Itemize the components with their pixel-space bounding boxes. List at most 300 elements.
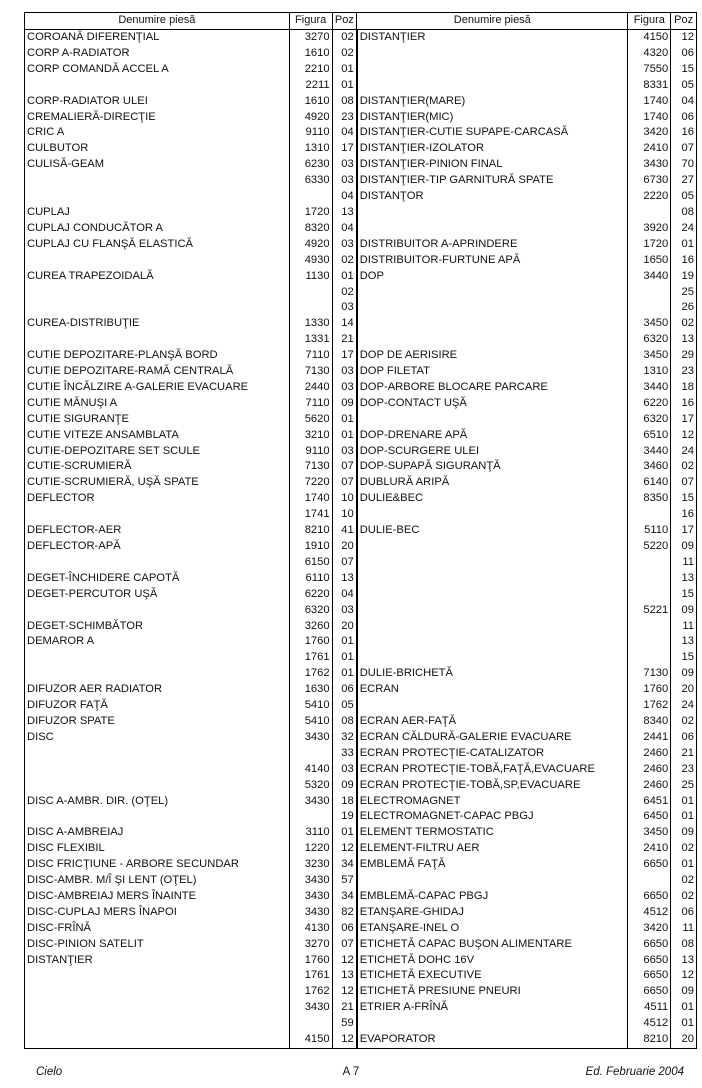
- figura-left: 3110: [289, 825, 332, 841]
- table-row: [25, 746, 697, 762]
- part-name-left: CUTIE VITEZE ANSAMBLATA: [25, 428, 290, 444]
- figura-right: 6320: [628, 332, 671, 348]
- part-name-left: [25, 189, 290, 205]
- part-name-left: [25, 650, 290, 666]
- table-row: [25, 221, 697, 237]
- poz-right: 11: [671, 619, 697, 635]
- part-name-right: [357, 221, 628, 237]
- poz-left: 12: [332, 1032, 357, 1048]
- part-name-right: DISTANŢIER(MARE): [357, 94, 628, 110]
- table-row: [25, 619, 697, 635]
- part-name-left: CULBUTOR: [25, 141, 290, 157]
- figura-left: 1741: [289, 507, 332, 523]
- poz-right: 16: [671, 253, 697, 269]
- part-name-right: [357, 873, 628, 889]
- part-name-right: ETICHETĂ DOHC 16V: [357, 953, 628, 969]
- table-row: [25, 730, 697, 746]
- poz-left: 02: [332, 30, 357, 46]
- part-name-right: DOP-SCURGERE ULEI: [357, 444, 628, 460]
- part-name-left: [25, 555, 290, 571]
- poz-left: 09: [332, 778, 357, 794]
- figura-right: 2460: [628, 746, 671, 762]
- figura-right: 5110: [628, 523, 671, 539]
- poz-right: 04: [671, 94, 697, 110]
- part-name-right: [357, 555, 628, 571]
- poz-left: 21: [332, 1000, 357, 1016]
- part-name-left: CUTIE DEPOZITARE-PLANŞĂ BORD: [25, 348, 290, 364]
- table-row: [25, 380, 697, 396]
- part-name-left: DISC A-AMBR. DIR. (OŢEL): [25, 794, 290, 810]
- table-row: [25, 841, 697, 857]
- part-name-right: [357, 634, 628, 650]
- poz-left: 13: [332, 571, 357, 587]
- poz-right: 01: [671, 809, 697, 825]
- figura-right: 2441: [628, 730, 671, 746]
- part-name-left: CUPLAJ CU FLANŞĂ ELASTICĂ: [25, 237, 290, 253]
- part-name-right: ETANŞARE-GHIDAJ: [357, 905, 628, 921]
- figura-right: [628, 873, 671, 889]
- part-name-left: DISC-FRÎNĂ: [25, 921, 290, 937]
- table-header: [25, 13, 697, 30]
- part-name-left: DEFLECTOR-APĂ: [25, 539, 290, 555]
- table-row: [25, 1032, 697, 1048]
- part-name-left: [25, 984, 290, 1000]
- table-row: [25, 125, 697, 141]
- part-name-left: CORP-RADIATOR ULEI: [25, 94, 290, 110]
- part-name-left: DEGET-PERCUTOR UŞĂ: [25, 587, 290, 603]
- part-name-left: CUTIE ÎNCĂLZIRE A-GALERIE EVACUARE: [25, 380, 290, 396]
- table-row: [25, 809, 697, 825]
- figura-left: 7110: [289, 348, 332, 364]
- poz-left: 09: [332, 396, 357, 412]
- table-row: [25, 364, 697, 380]
- poz-right: 02: [671, 873, 697, 889]
- figura-left: 6330: [289, 173, 332, 189]
- table-row: [25, 348, 697, 364]
- part-name-left: [25, 1032, 290, 1048]
- figura-left: 1720: [289, 205, 332, 221]
- figura-left: 2210: [289, 62, 332, 78]
- figura-right: 6320: [628, 412, 671, 428]
- part-name-left: CUREA TRAPEZOIDALĂ: [25, 269, 290, 285]
- poz-right: 18: [671, 380, 697, 396]
- table-row: [25, 300, 697, 316]
- figura-left: [289, 1016, 332, 1032]
- figura-right: 8340: [628, 714, 671, 730]
- table-row: [25, 237, 697, 253]
- table-row: [25, 30, 697, 46]
- figura-left: 1762: [289, 984, 332, 1000]
- figura-right: 3450: [628, 316, 671, 332]
- figura-right: [628, 285, 671, 301]
- figura-right: 3920: [628, 221, 671, 237]
- part-name-right: [357, 332, 628, 348]
- figura-right: 3440: [628, 380, 671, 396]
- figura-left: 1310: [289, 141, 332, 157]
- figura-left: 7130: [289, 364, 332, 380]
- part-name-left: [25, 603, 290, 619]
- figura-right: 5221: [628, 603, 671, 619]
- figura-left: 4920: [289, 237, 332, 253]
- part-name-right: DOP-CONTACT UŞĂ: [357, 396, 628, 412]
- figura-right: [628, 205, 671, 221]
- part-name-left: DISC FRICŢIUNE - ARBORE SECUNDAR: [25, 857, 290, 873]
- poz-left: 23: [332, 110, 357, 126]
- figura-right: 8210: [628, 1032, 671, 1048]
- figura-right: 2410: [628, 841, 671, 857]
- part-name-right: ELEMENT TERMOSTATIC: [357, 825, 628, 841]
- poz-left: 03: [332, 364, 357, 380]
- part-name-left: DISC FLEXIBIL: [25, 841, 290, 857]
- part-name-left: CUTIE-SCRUMIERĂ, UŞĂ SPATE: [25, 475, 290, 491]
- col-header-name-right: Denumire piesă: [357, 13, 628, 30]
- figura-right: 6140: [628, 475, 671, 491]
- part-name-left: DISTANŢIER: [25, 953, 290, 969]
- table-row: [25, 889, 697, 905]
- poz-left: 18: [332, 794, 357, 810]
- part-name-right: DISTANŢIER: [357, 30, 628, 46]
- poz-right: 08: [671, 205, 697, 221]
- part-name-right: ETICHETĂ CAPAC BUŞON ALIMENTARE: [357, 937, 628, 953]
- poz-left: 08: [332, 94, 357, 110]
- figura-left: 4140: [289, 762, 332, 778]
- part-name-right: [357, 571, 628, 587]
- figura-left: 1761: [289, 968, 332, 984]
- figura-right: 2460: [628, 778, 671, 794]
- part-name-left: DISC: [25, 730, 290, 746]
- poz-right: 15: [671, 491, 697, 507]
- figura-right: 2220: [628, 189, 671, 205]
- col-header-figura-left: Figura: [289, 13, 332, 30]
- poz-left: 07: [332, 459, 357, 475]
- figura-right: 6451: [628, 794, 671, 810]
- figura-right: [628, 634, 671, 650]
- figura-right: 4512: [628, 1016, 671, 1032]
- part-name-right: DOP-SUPAPĂ SIGURANŢĂ: [357, 459, 628, 475]
- figura-left: [289, 809, 332, 825]
- poz-right: 01: [671, 1000, 697, 1016]
- figura-right: 6650: [628, 937, 671, 953]
- poz-right: 08: [671, 937, 697, 953]
- figura-left: 1330: [289, 316, 332, 332]
- poz-right: 12: [671, 428, 697, 444]
- table-row: [25, 1016, 697, 1032]
- figura-right: 6650: [628, 889, 671, 905]
- poz-right: 24: [671, 698, 697, 714]
- figura-left: 8210: [289, 523, 332, 539]
- part-name-left: [25, 746, 290, 762]
- part-name-right: [357, 1016, 628, 1032]
- part-name-left: [25, 173, 290, 189]
- part-name-right: EMBLEMĂ-CAPAC PBGJ: [357, 889, 628, 905]
- poz-right: 13: [671, 953, 697, 969]
- part-name-right: [357, 587, 628, 603]
- part-name-left: CORP A-RADIATOR: [25, 46, 290, 62]
- table-row: [25, 571, 697, 587]
- poz-left: 04: [332, 587, 357, 603]
- figura-left: 8320: [289, 221, 332, 237]
- figura-right: 3440: [628, 444, 671, 460]
- figura-left: 9110: [289, 125, 332, 141]
- table-row: [25, 157, 697, 173]
- poz-right: 15: [671, 62, 697, 78]
- figura-left: 7110: [289, 396, 332, 412]
- figura-right: 3460: [628, 459, 671, 475]
- table-row: [25, 714, 697, 730]
- poz-right: 05: [671, 189, 697, 205]
- part-name-right: ETRIER A-FRÎNĂ: [357, 1000, 628, 1016]
- figura-left: 6220: [289, 587, 332, 603]
- footer-model: Cielo: [36, 1066, 63, 1078]
- poz-left: 08: [332, 714, 357, 730]
- figura-right: 1650: [628, 253, 671, 269]
- table-row: [25, 269, 697, 285]
- poz-left: 20: [332, 539, 357, 555]
- poz-left: 03: [332, 380, 357, 396]
- poz-right: 09: [671, 539, 697, 555]
- table-row: [25, 78, 697, 94]
- part-name-left: DIFUZOR AER RADIATOR: [25, 682, 290, 698]
- poz-right: 12: [671, 30, 697, 46]
- poz-right: 09: [671, 984, 697, 1000]
- figura-left: 3260: [289, 619, 332, 635]
- part-name-right: ECRAN PROTECŢIE-TOBĂ,SP,EVACUARE: [357, 778, 628, 794]
- figura-left: 7130: [289, 459, 332, 475]
- table-row: [25, 285, 697, 301]
- part-name-right: ELECTROMAGNET: [357, 794, 628, 810]
- figura-right: 3450: [628, 348, 671, 364]
- poz-left: 10: [332, 491, 357, 507]
- figura-right: 1740: [628, 94, 671, 110]
- table-row: [25, 587, 697, 603]
- poz-right: 23: [671, 364, 697, 380]
- table-row: [25, 205, 697, 221]
- figura-right: [628, 571, 671, 587]
- poz-left: 12: [332, 984, 357, 1000]
- poz-right: 07: [671, 475, 697, 491]
- figura-left: 5320: [289, 778, 332, 794]
- figura-left: 3430: [289, 889, 332, 905]
- poz-right: 09: [671, 825, 697, 841]
- part-name-right: DISTANŢIER(MIC): [357, 110, 628, 126]
- figura-right: 6510: [628, 428, 671, 444]
- poz-left: 34: [332, 857, 357, 873]
- figura-left: 1761: [289, 650, 332, 666]
- part-name-left: DEFLECTOR-AER: [25, 523, 290, 539]
- figura-left: 1220: [289, 841, 332, 857]
- figura-right: [628, 300, 671, 316]
- table-row: [25, 825, 697, 841]
- part-name-left: CUPLAJ: [25, 205, 290, 221]
- figura-left: 1760: [289, 953, 332, 969]
- poz-right: 01: [671, 237, 697, 253]
- part-name-right: ECRAN PROTECŢIE-CATALIZATOR: [357, 746, 628, 762]
- table-row: [25, 778, 697, 794]
- poz-right: 01: [671, 857, 697, 873]
- table-row: [25, 1000, 697, 1016]
- table-row: [25, 173, 697, 189]
- footer-edition: Ed. Februarie 2004: [585, 1066, 684, 1078]
- poz-left: 41: [332, 523, 357, 539]
- table-row: [25, 475, 697, 491]
- part-name-left: CRIC A: [25, 125, 290, 141]
- figura-left: 3210: [289, 428, 332, 444]
- part-name-left: CULISĂ-GEAM: [25, 157, 290, 173]
- part-name-right: ETICHETĂ PRESIUNE PNEURI: [357, 984, 628, 1000]
- part-name-left: DEMAROR A: [25, 634, 290, 650]
- poz-left: 04: [332, 125, 357, 141]
- poz-left: 01: [332, 825, 357, 841]
- part-name-left: [25, 809, 290, 825]
- poz-right: 16: [671, 125, 697, 141]
- part-name-left: CUTIE-DEPOZITARE SET SCULE: [25, 444, 290, 460]
- figura-left: 1610: [289, 94, 332, 110]
- part-name-left: [25, 762, 290, 778]
- figura-left: 1130: [289, 269, 332, 285]
- part-name-right: DOP DE AERISIRE: [357, 348, 628, 364]
- part-name-right: EVAPORATOR: [357, 1032, 628, 1048]
- poz-left: 01: [332, 666, 357, 682]
- part-name-right: ECRAN: [357, 682, 628, 698]
- poz-right: 02: [671, 889, 697, 905]
- part-name-left: CUREA-DISTRIBUŢIE: [25, 316, 290, 332]
- part-name-right: DISTRIBUITOR A-APRINDERE: [357, 237, 628, 253]
- table-row: [25, 650, 697, 666]
- part-name-right: [357, 650, 628, 666]
- part-name-left: [25, 666, 290, 682]
- poz-left: 02: [332, 285, 357, 301]
- poz-right: 20: [671, 1032, 697, 1048]
- poz-right: 23: [671, 762, 697, 778]
- figura-right: 1760: [628, 682, 671, 698]
- figura-left: 3430: [289, 794, 332, 810]
- poz-right: 09: [671, 603, 697, 619]
- figura-left: 3270: [289, 30, 332, 46]
- part-name-left: [25, 78, 290, 94]
- part-name-right: DULIE-BRICHETĂ: [357, 666, 628, 682]
- part-name-right: DISTANŢOR: [357, 189, 628, 205]
- part-name-left: [25, 1016, 290, 1032]
- part-name-left: DISC A-AMBREIAJ: [25, 825, 290, 841]
- poz-left: 12: [332, 841, 357, 857]
- figura-right: 1310: [628, 364, 671, 380]
- figura-left: 3430: [289, 905, 332, 921]
- poz-left: 01: [332, 62, 357, 78]
- part-name-left: CORP COMANDĂ ACCEL A: [25, 62, 290, 78]
- figura-right: 6450: [628, 809, 671, 825]
- figura-left: 1610: [289, 46, 332, 62]
- poz-right: 24: [671, 221, 697, 237]
- part-name-left: DISC-AMBR. M/Î ŞI LENT (OŢEL): [25, 873, 290, 889]
- part-name-left: CREMALIERĂ-DIRECŢIE: [25, 110, 290, 126]
- poz-right: 11: [671, 921, 697, 937]
- figura-left: 7220: [289, 475, 332, 491]
- part-name-left: DIFUZOR FAŢĂ: [25, 698, 290, 714]
- part-name-left: [25, 253, 290, 269]
- poz-left: 03: [332, 444, 357, 460]
- table-row: [25, 428, 697, 444]
- figura-right: 4150: [628, 30, 671, 46]
- part-name-left: CUTIE-SCRUMIERĂ: [25, 459, 290, 475]
- figura-right: 6220: [628, 396, 671, 412]
- table-row: [25, 921, 697, 937]
- part-name-right: [357, 316, 628, 332]
- figura-right: 7550: [628, 62, 671, 78]
- part-name-left: [25, 1000, 290, 1016]
- table-row: [25, 634, 697, 650]
- poz-right: 15: [671, 587, 697, 603]
- poz-left: 03: [332, 300, 357, 316]
- part-name-right: DULIE&BEC: [357, 491, 628, 507]
- poz-left: 04: [332, 221, 357, 237]
- figura-right: [628, 619, 671, 635]
- part-name-right: ECRAN PROTECŢIE-TOBĂ,FAŢĂ,EVACUARE: [357, 762, 628, 778]
- figura-right: 3420: [628, 125, 671, 141]
- poz-left: 01: [332, 634, 357, 650]
- part-name-right: DISTANŢIER-PINION FINAL: [357, 157, 628, 173]
- poz-right: 29: [671, 348, 697, 364]
- poz-right: 25: [671, 778, 697, 794]
- poz-left: 07: [332, 555, 357, 571]
- part-name-right: DOP-DRENARE APĂ: [357, 428, 628, 444]
- figura-left: 1740: [289, 491, 332, 507]
- figura-right: 6650: [628, 953, 671, 969]
- poz-right: 06: [671, 730, 697, 746]
- figura-left: 4130: [289, 921, 332, 937]
- poz-right: 02: [671, 316, 697, 332]
- figura-left: 4920: [289, 110, 332, 126]
- part-name-right: DISTANŢIER-IZOLATOR: [357, 141, 628, 157]
- poz-right: 19: [671, 269, 697, 285]
- figura-left: 5410: [289, 714, 332, 730]
- part-name-right: [357, 539, 628, 555]
- table-row: [25, 682, 697, 698]
- part-name-right: DISTRIBUITOR-FURTUNE APĂ: [357, 253, 628, 269]
- col-header-name-left: Denumire piesă: [25, 13, 290, 30]
- figura-right: [628, 587, 671, 603]
- poz-left: 13: [332, 205, 357, 221]
- part-name-right: DISTANŢIER-CUTIE SUPAPE-CARCASĂ: [357, 125, 628, 141]
- part-name-right: ETICHETĂ EXECUTIVE: [357, 968, 628, 984]
- poz-left: 03: [332, 173, 357, 189]
- table-row: [25, 459, 697, 475]
- figura-right: 8331: [628, 78, 671, 94]
- poz-left: 82: [332, 905, 357, 921]
- poz-right: 05: [671, 78, 697, 94]
- poz-left: 10: [332, 507, 357, 523]
- table-row: [25, 762, 697, 778]
- part-name-right: [357, 62, 628, 78]
- poz-left: 57: [332, 873, 357, 889]
- table-row: [25, 332, 697, 348]
- parts-table: [24, 12, 697, 1049]
- poz-right: 24: [671, 444, 697, 460]
- figura-right: 6650: [628, 857, 671, 873]
- figura-left: 3430: [289, 1000, 332, 1016]
- poz-right: 01: [671, 1016, 697, 1032]
- part-name-left: [25, 332, 290, 348]
- poz-right: 06: [671, 110, 697, 126]
- poz-left: 14: [332, 316, 357, 332]
- poz-right: 21: [671, 746, 697, 762]
- table-row: [25, 794, 697, 810]
- part-name-right: DOP-ARBORE BLOCARE PARCARE: [357, 380, 628, 396]
- table-row: [25, 110, 697, 126]
- figura-right: 6650: [628, 968, 671, 984]
- poz-left: 04: [332, 189, 357, 205]
- figura-left: 6110: [289, 571, 332, 587]
- poz-right: 02: [671, 459, 697, 475]
